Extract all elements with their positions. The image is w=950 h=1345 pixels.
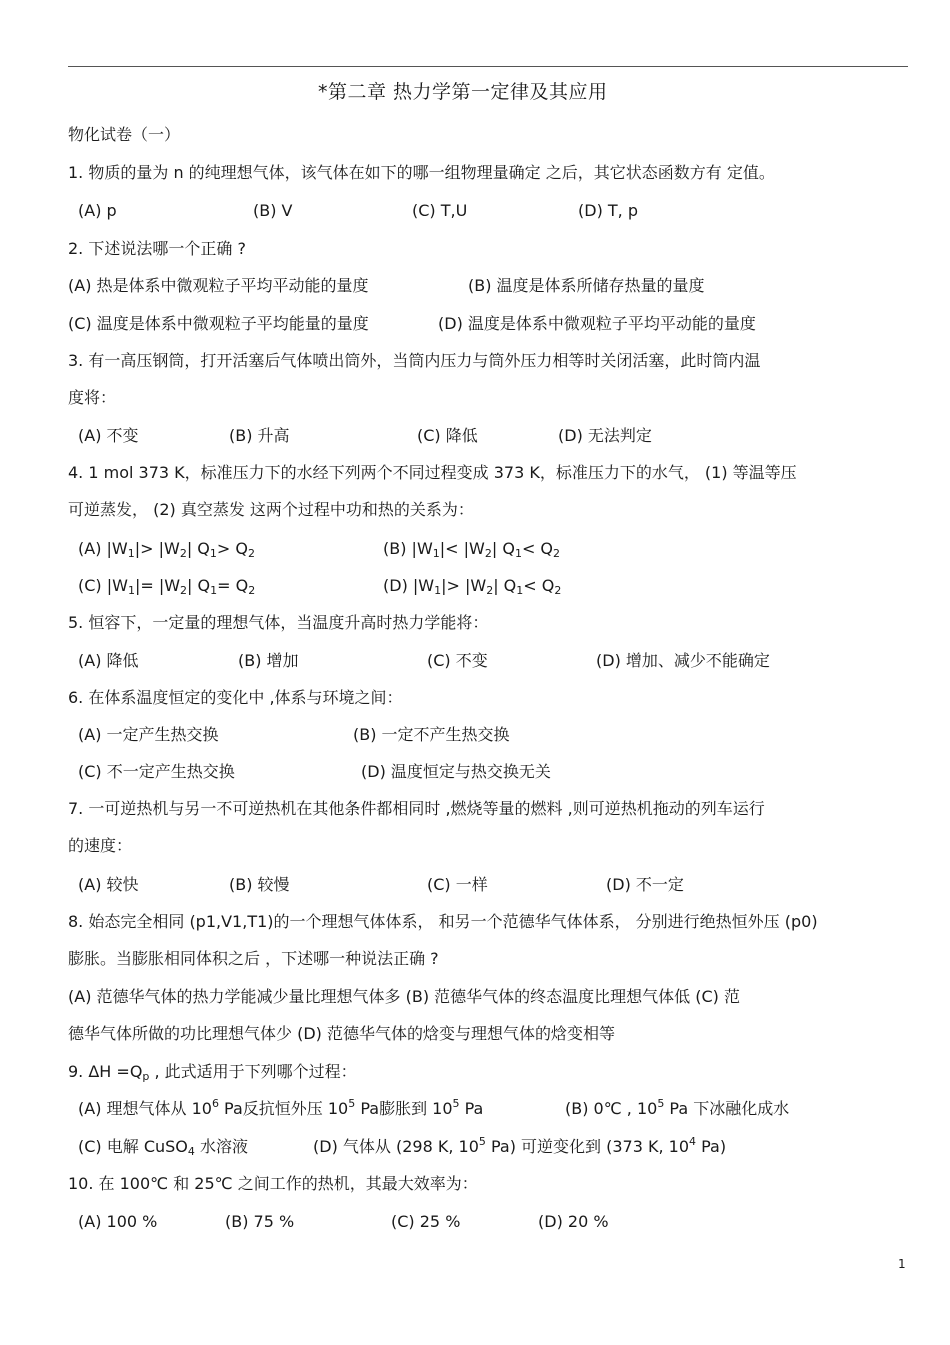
question-10-stem: 10. 在 100℃ 和 25℃ 之间工作的热机，其最大效率为： [68,1174,478,1193]
question-5-stem: 5. 恒容下，一定量的理想气体，当温度升高时热力学能将： [68,613,489,632]
q4-option-c: (C) $|W_1|= |W_2|$ $Q_1= Q_2$ [78,576,256,597]
header-rule [68,66,908,67]
q8-options-line1: (A) 范德华气体的热力学能减少量比理想气体多 (B) 范德华气体的终态温度比理想气体低 (C) 范 [68,987,740,1006]
q7-option-b: (B) 较慢 [229,875,290,894]
q1-option-c: (C) T,U [412,201,468,220]
q5-option-d: (D) 增加、减少不能确定 [596,651,770,670]
q2-option-c: (C) 温度是体系中微观粒子平均能量的量度 [68,314,369,333]
q9-option-a: (A) 理想气体从 $10^6$ Pa反抗恒外压 $10^5$ Pa膨胀到 $10^5$ Pa [78,1097,484,1118]
q10-option-d: (D) 20 % [538,1212,609,1231]
q3-option-b: (B) 升高 [229,426,290,445]
question-1-stem: 1. 物质的量为 n 的纯理想气体，该气体在如下的哪一组物理量确定 之后，其它状态函数方有 定值。 [68,163,775,182]
q10-option-a: (A) 100 % [78,1212,158,1231]
question-4-stem-line2: 可逆蒸发， (2) 真空蒸发 这两个过程中功和热的关系为： [68,500,474,519]
q8-options-line2: 德华气体所做的功比理想气体少 (D) 范德华气体的焓变与理想气体的焓变相等 [68,1024,615,1043]
page-title: *第二章 热力学第一定律及其应用 [318,81,608,103]
q10-option-c: (C) 25 % [391,1212,461,1231]
q9-option-d: (D) 气体从 (298 K, $10^5$ Pa) 可逆变化到 (373 K, $10^4$ Pa) [313,1135,727,1156]
q2-option-d: (D) 温度是体系中微观粒子平均平动能的量度 [438,314,756,333]
q6-option-a: (A) 一定产生热交换 [78,725,219,744]
q10-option-b: (B) 75 % [225,1212,295,1231]
q9-option-c: (C) 电解 CuSO$_4$ 水溶液 [78,1137,248,1158]
q2-option-b: (B) 温度是体系所储存热量的量度 [468,276,705,295]
q2-option-a: (A) 热是体系中微观粒子平均平动能的量度 [68,276,369,295]
q1-option-d: (D) T, p [578,201,638,220]
q5-option-a: (A) 降低 [78,651,139,670]
q1-option-b: (B) V [253,201,293,220]
question-3-stem-line1: 3. 有一高压钢筒，打开活塞后气体喷出筒外，当筒内压力与筒外压力相等时关闭活塞，此时筒内温 [68,351,761,370]
q6-option-c: (C) 不一定产生热交换 [78,762,235,781]
question-6-stem: 6. 在体系温度恒定的变化中 ,体系与环境之间： [68,688,403,707]
q4-option-d: (D) $|W_1|> |W_2|$ $Q_1< Q_2$ [383,576,562,597]
question-8-stem-line2: 膨胀。当膨胀相同体积之后 ，下述哪一种说法正确 ? [68,949,439,968]
q5-option-c: (C) 不变 [427,651,488,670]
page-number: 1 [898,1257,906,1271]
question-4-stem-line1: 4. 1 mol 373 K，标准压力下的水经下列两个不同过程变成 373 K，标准压力下的水气， (1) 等温等压 [68,463,797,482]
question-7-stem-line2: 的速度： [68,836,133,855]
q1-option-a: (A) p [78,201,117,220]
exam-subtitle: 物化试卷（一） [68,125,181,144]
q9-option-b: (B) 0℃ , $10^5$ Pa 下冰融化成水 [565,1097,790,1118]
q7-option-d: (D) 不一定 [606,875,684,894]
q7-option-a: (A) 较快 [78,875,139,894]
q6-option-b: (B) 一定不产生热交换 [353,725,510,744]
question-7-stem-line1: 7. 一可逆热机与另一不可逆热机在其他条件都相同时 ,燃烧等量的燃料 ,则可逆热机拖动的列车运行 [68,799,765,818]
q3-option-d: (D) 无法判定 [558,426,652,445]
q5-option-b: (B) 增加 [238,651,299,670]
q3-option-c: (C) 降低 [417,426,478,445]
question-8-stem-line1: 8. 始态完全相同 (p1,V1,T1)的一个理想气体体系， 和另一个范德华气体体系， 分别进行绝热恒外压 (p0) [68,912,818,931]
question-3-stem-line2: 度将： [68,388,117,407]
q4-option-a: (A) $|W_1|> |W_2|$ $Q_1> Q_2$ [78,539,255,560]
q6-option-d: (D) 温度恒定与热交换无关 [361,762,551,781]
q7-option-c: (C) 一样 [427,875,488,894]
question-9-stem: 9. $\Delta H =Q_p$ , 此式适用于下列哪个过程： [68,1062,357,1083]
question-2-stem: 2. 下述说法哪一个正确 ? [68,239,246,258]
q4-option-b: (B) $|W_1|< |W_2|$ $Q_1< Q_2$ [383,539,561,560]
q3-option-a: (A) 不变 [78,426,139,445]
